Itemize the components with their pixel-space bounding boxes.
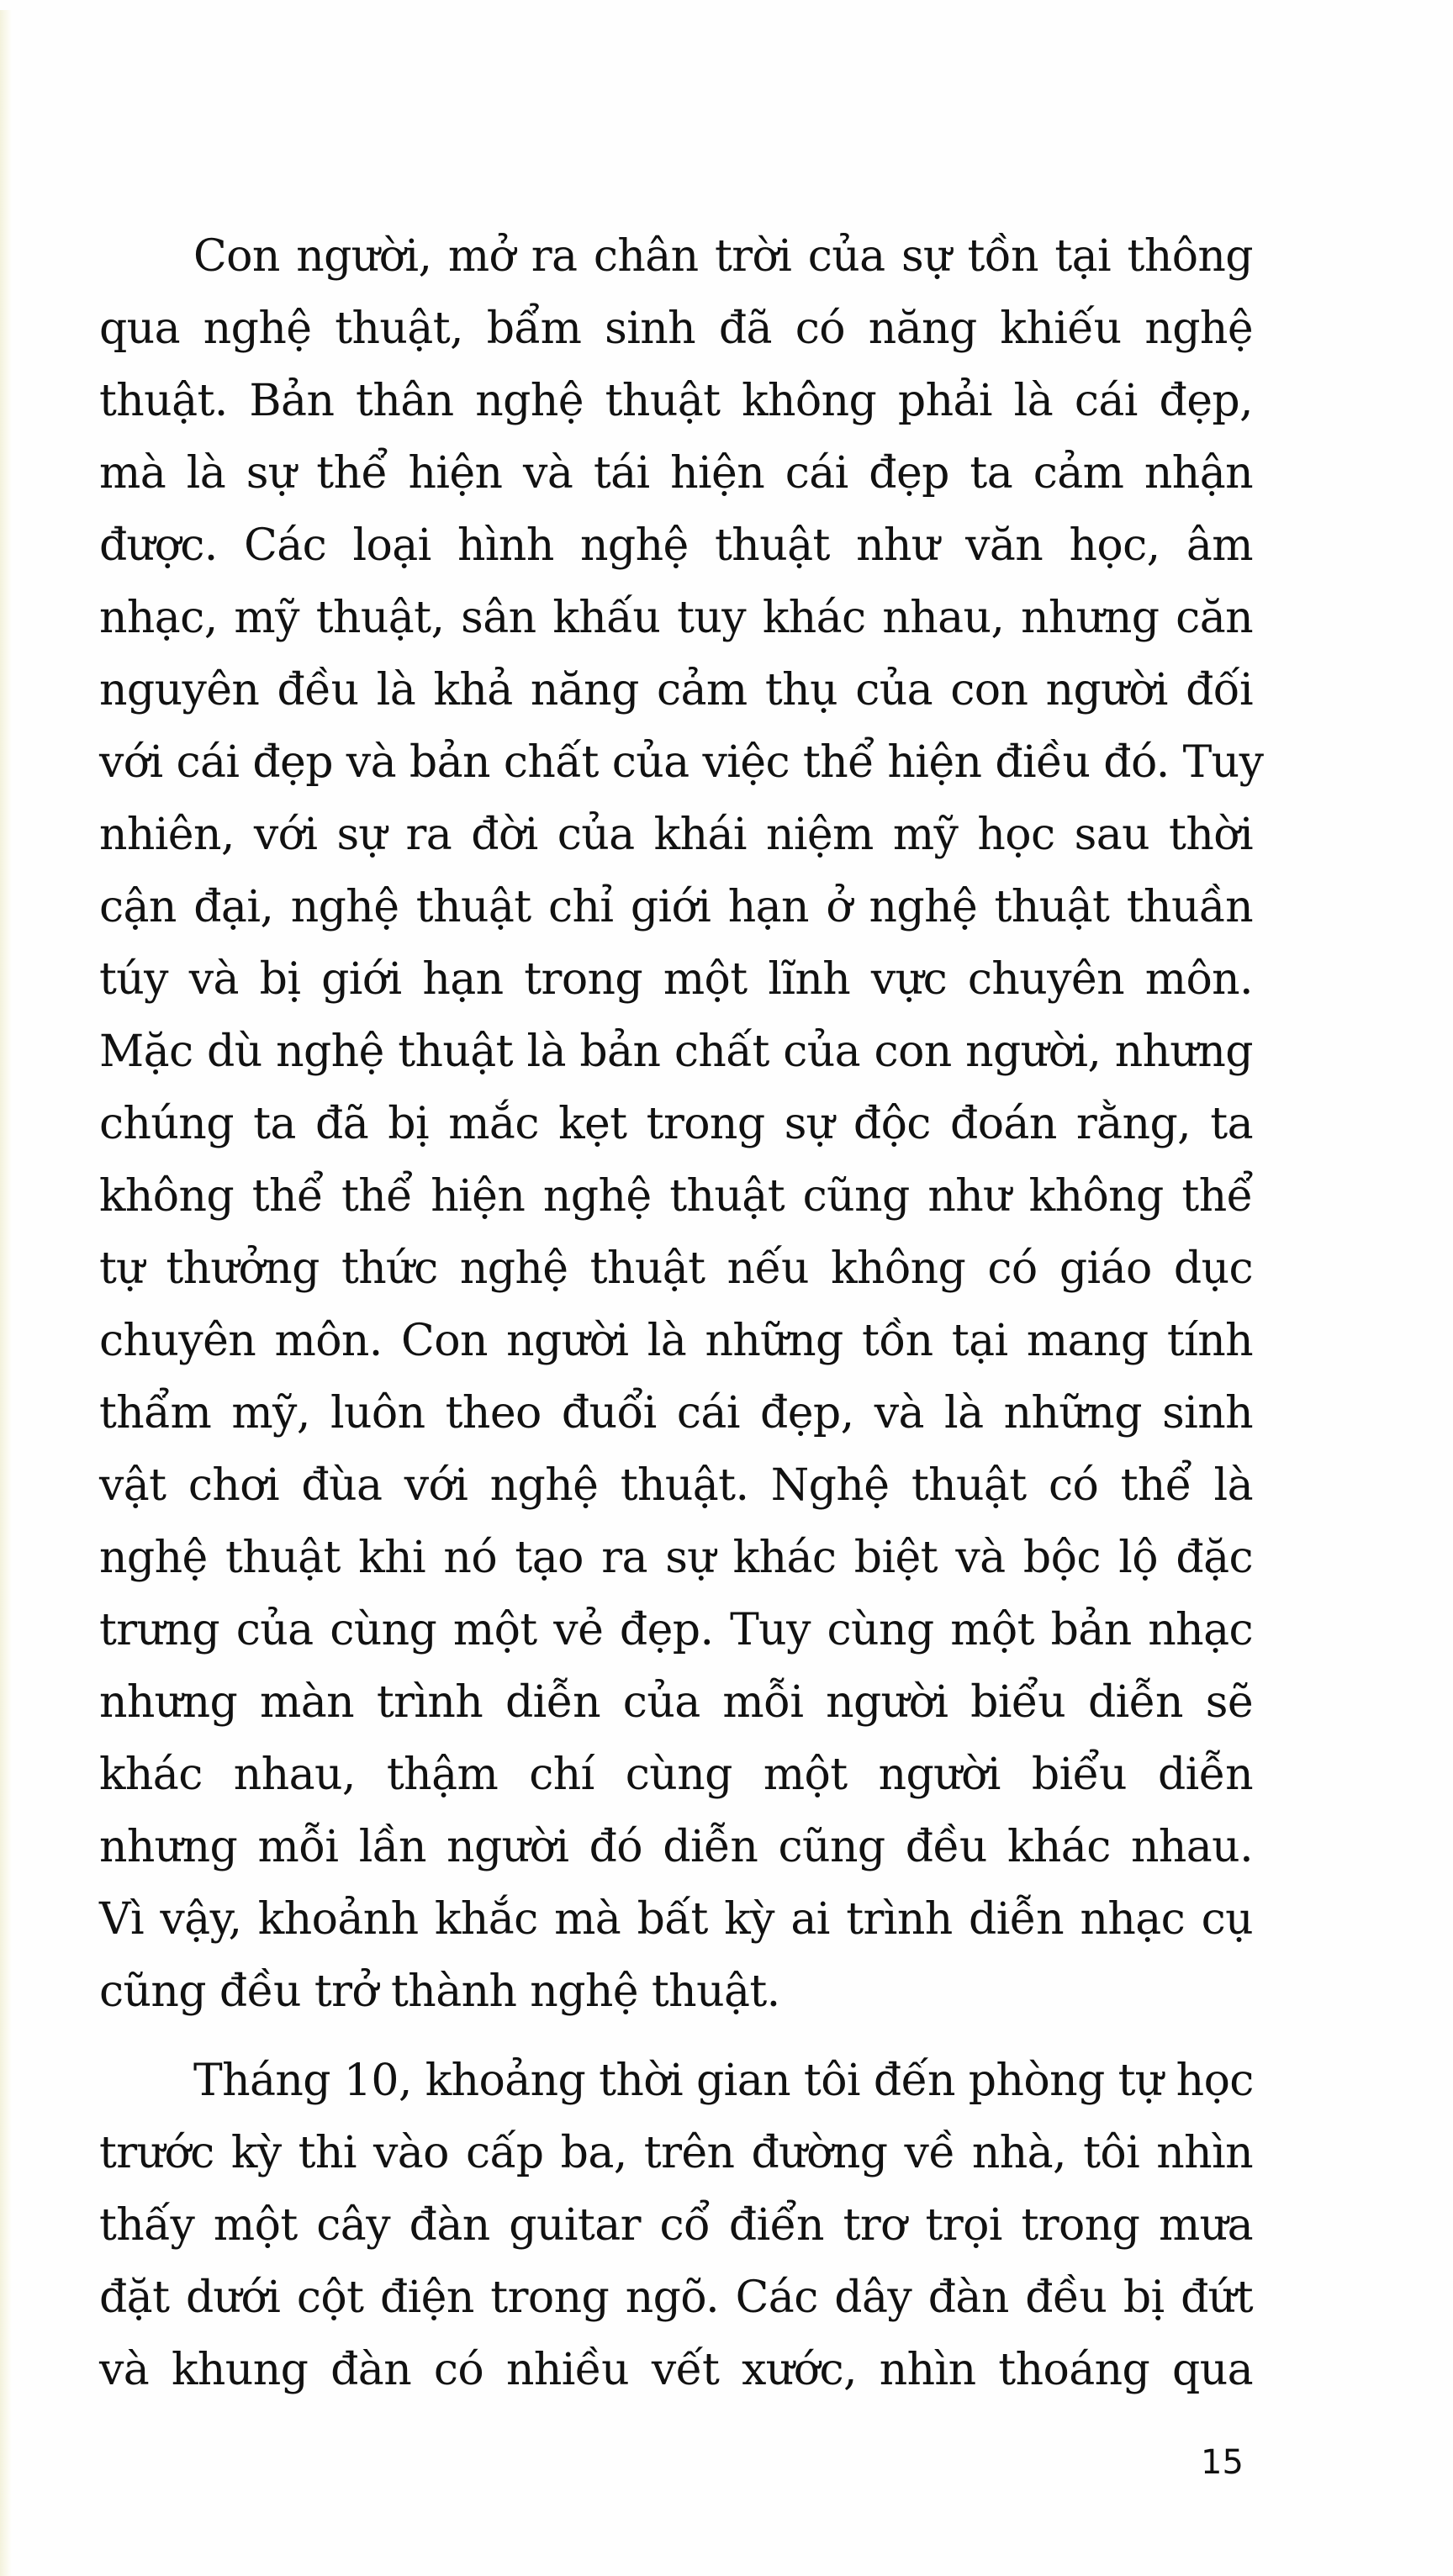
text-line: qua nghệ thuật, bẩm sinh đã có năng khiếu nghệ — [99, 304, 1253, 354]
text-line: nguyên đều là khả năng cảm thụ của con người đối — [99, 665, 1253, 715]
text-line: thuật. Bản thân nghệ thuật không phải là cái đẹp, — [99, 376, 1253, 426]
text-line: nhạc, mỹ thuật, sân khấu tuy khác nhau, nhưng căn — [99, 593, 1253, 643]
text-line: chuyên môn. Con người là những tồn tại mang tính — [99, 1316, 1253, 1366]
text-line: cận đại, nghệ thuật chỉ giới hạn ở nghệ thuật thuần — [99, 882, 1253, 932]
text-line: và khung đàn có nhiều vết xước, nhìn thoáng qua — [99, 2345, 1253, 2395]
paragraph-2 — [99, 2045, 1253, 2406]
text-line: với cái đẹp và bản chất của việc thể hiện điều đó. Tuy — [99, 737, 1264, 788]
page-number: 15 — [1201, 2443, 1244, 2482]
text-line: thẩm mỹ, luôn theo đuổi cái đẹp, và là những sinh — [99, 1388, 1253, 1438]
book-page-body — [99, 220, 1264, 2406]
text-line: trưng của cùng một vẻ đẹp. Tuy cùng một bản nhạc — [99, 1605, 1253, 1655]
text-line: đặt dưới cột điện trong ngõ. Các dây đàn đều bị đứt — [99, 2272, 1253, 2323]
text-line: nhiên, với sự ra đời của khái niệm mỹ học sau thời — [99, 810, 1253, 860]
text-line: mà là sự thể hiện và tái hiện cái đẹp ta cảm nhận — [99, 448, 1253, 499]
text-line: vật chơi đùa với nghệ thuật. Nghệ thuật có thể là — [99, 1460, 1253, 1511]
text-line: được. Các loại hình nghệ thuật như văn học, âm — [99, 520, 1253, 571]
text-line: nhưng màn trình diễn của mỗi người biểu diễn sẽ — [99, 1677, 1253, 1728]
text-line: không thể thể hiện nghệ thuật cũng như không thể — [99, 1171, 1253, 1222]
page-edge-shadow — [0, 10, 12, 2576]
text-line: nhưng mỗi lần người đó diễn cũng đều khác nhau. — [99, 1822, 1253, 1872]
text-line: thấy một cây đàn guitar cổ điển trơ trọi trong mưa — [99, 2200, 1253, 2251]
text-line: Con người, mở ra chân trời của sự tồn tại thông — [193, 231, 1253, 282]
text-line: tự thưởng thức nghệ thuật nếu không có giáo dục — [99, 1243, 1253, 1294]
text-line: Vì vậy, khoảnh khắc mà bất kỳ ai trình diễn nhạc cụ — [99, 1894, 1253, 1945]
text-line: túy và bị giới hạn trong một lĩnh vực chuyên môn. — [99, 954, 1253, 1005]
text-line: nghệ thuật khi nó tạo ra sự khác biệt và bộc lộ đặc — [99, 1533, 1253, 1583]
text-line: Tháng 10, khoảng thời gian tôi đến phòng tự học — [193, 2056, 1254, 2106]
text-line: cũng đều trở thành nghệ thuật. — [99, 1966, 780, 2017]
text-line: khác nhau, thậm chí cùng một người biểu diễn — [99, 1750, 1253, 1800]
paragraph-spacer — [99, 2028, 1253, 2045]
text-line: chúng ta đã bị mắc kẹt trong sự độc đoán rằng, ta — [99, 1099, 1253, 1149]
paragraph-1 — [99, 220, 1264, 2028]
text-line: trước kỳ thi vào cấp ba, trên đường về nhà, tôi nhìn — [99, 2128, 1253, 2178]
text-line: Mặc dù nghệ thuật là bản chất của con người, nhưng — [99, 1027, 1253, 1077]
